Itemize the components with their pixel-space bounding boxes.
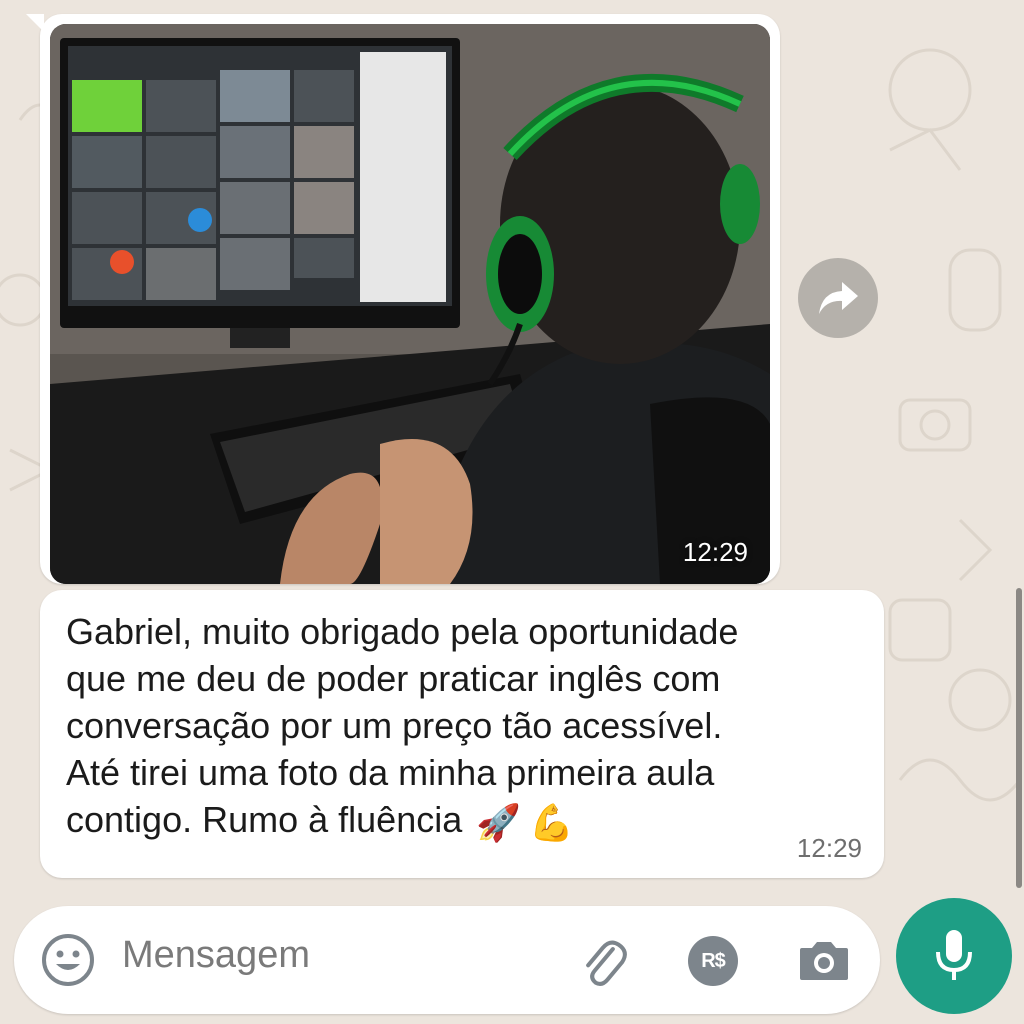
image-message-bubble[interactable] bbox=[40, 14, 780, 584]
attach-button[interactable] bbox=[574, 934, 632, 992]
forward-arrow-icon bbox=[816, 278, 860, 318]
chat-scrollbar[interactable] bbox=[1016, 588, 1022, 888]
smiley-icon bbox=[40, 932, 96, 988]
emoji-button[interactable] bbox=[40, 932, 96, 988]
camera-icon bbox=[796, 932, 852, 988]
photo-illustration bbox=[50, 24, 770, 584]
text-message-bubble[interactable] bbox=[40, 590, 884, 878]
payment-button[interactable]: R$ bbox=[688, 936, 738, 986]
message-input[interactable]: Mensagem bbox=[122, 934, 310, 976]
microphone-icon bbox=[932, 926, 976, 986]
photo-attachment[interactable] bbox=[50, 24, 770, 584]
message-text bbox=[66, 608, 846, 846]
photo-timestamp: 12:29 bbox=[682, 537, 748, 567]
message-timestamp: 12:29 bbox=[796, 833, 862, 863]
rocket-emoji: 🚀 bbox=[476, 801, 522, 843]
message-body: Gabriel, muito obrigado pela oportunidade que me deu de poder praticar inglês com conversação por um preço tão acessível. Até tirei uma foto da minha primeira aula contigo. Rumo à fluência bbox=[66, 611, 739, 840]
camera-button[interactable] bbox=[796, 932, 852, 988]
bubble-tail bbox=[26, 14, 44, 32]
message-composer bbox=[14, 906, 880, 1014]
flexed-biceps-emoji: 💪 bbox=[529, 801, 574, 843]
voice-record-button[interactable] bbox=[896, 898, 1012, 1014]
paperclip-icon bbox=[574, 934, 632, 992]
emoji-group bbox=[476, 799, 574, 846]
forward-button[interactable] bbox=[798, 258, 878, 338]
